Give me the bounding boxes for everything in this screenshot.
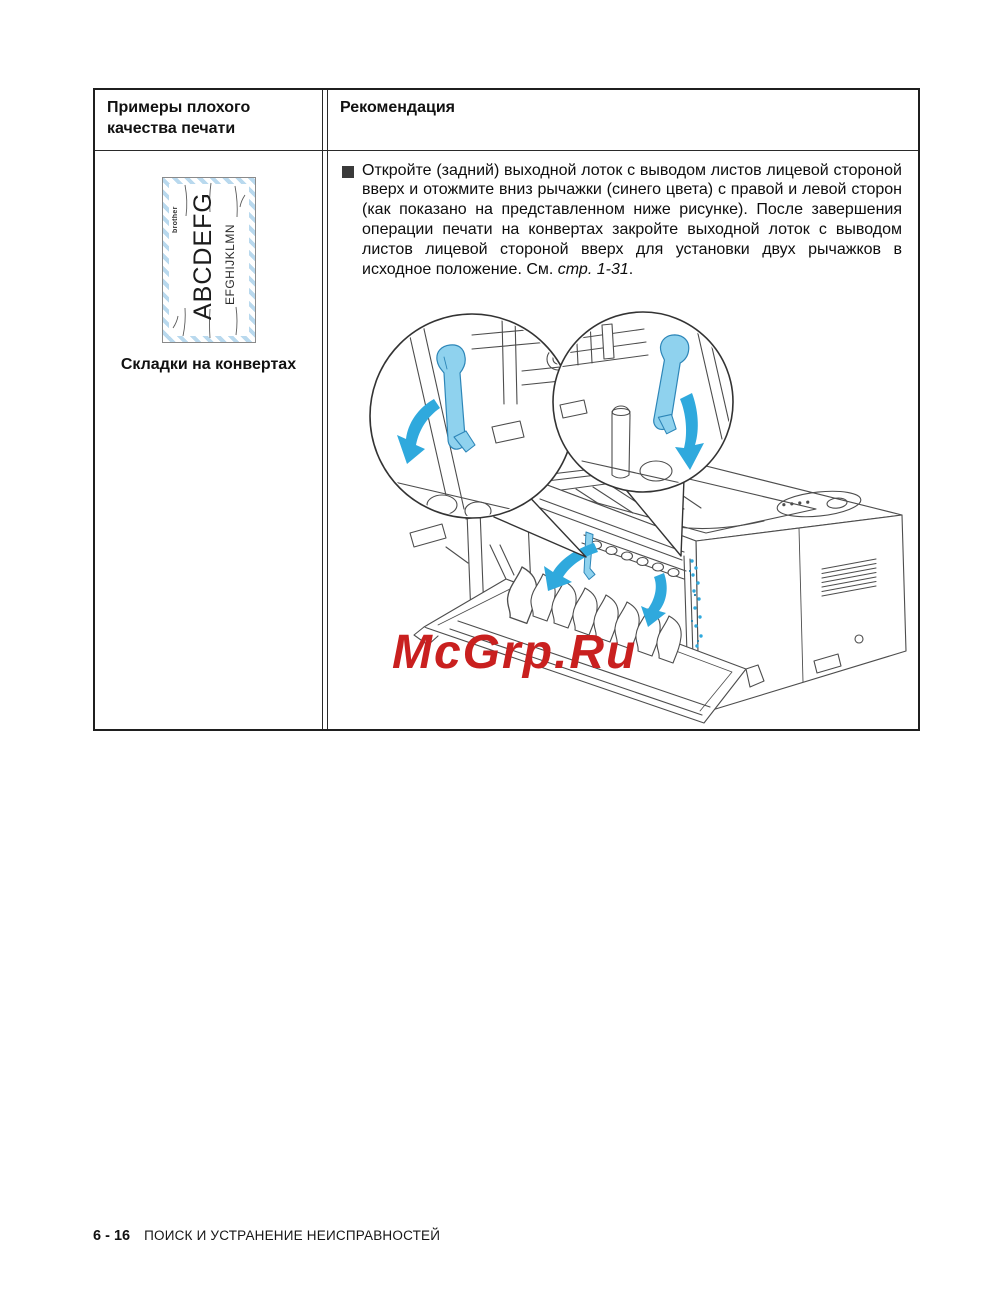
print-quality-table [93, 88, 920, 731]
example-cell [95, 151, 322, 729]
envelope-sample-text-small: EFGHIJKLMN [222, 223, 237, 305]
header-recommendation: Рекомендация [340, 99, 455, 116]
wrinkled-envelope-illustration [162, 177, 256, 343]
callout-circle-right [553, 312, 733, 492]
header-examples: Примеры плохого качества печати [107, 99, 251, 137]
page-footer [93, 1228, 440, 1244]
footer-section-title: ПОИСК И УСТРАНЕНИЕ НЕИСПРАВНОСТЕЙ [144, 1228, 441, 1243]
recommendation-text-main: Откройте (задний) выходной лоток с выводом листов лицевой стороной вверх и отожмите вниз рычажки (синего цвета) с правой и левой сторон (как показано на представленном ниже рисунке). После завершения операции печати на конвертах закройте выходной лоток с выводом листов лицевой стороной вверх для установки двух рычажков в исходное положение. См. [362, 161, 902, 278]
printer-rear-illustration [354, 309, 916, 731]
table-body-row [95, 151, 918, 729]
recommendation-cell [328, 151, 918, 729]
square-bullet-icon [342, 166, 354, 178]
recommendation-item [340, 161, 902, 280]
page-number: 6 - 16 [93, 1228, 131, 1244]
envelope-sample-text-large: ABCDEFG [188, 191, 217, 320]
recommendation-text [362, 161, 902, 280]
brother-logo-text: brother [171, 206, 179, 233]
watermark-text: McGrp.Ru [392, 625, 638, 679]
recommendation-text-suffix: . [628, 260, 634, 278]
page-reference: стр. 1-31 [557, 260, 629, 278]
example-caption: Складки на конвертах [120, 355, 297, 373]
table-header-row [95, 90, 918, 151]
